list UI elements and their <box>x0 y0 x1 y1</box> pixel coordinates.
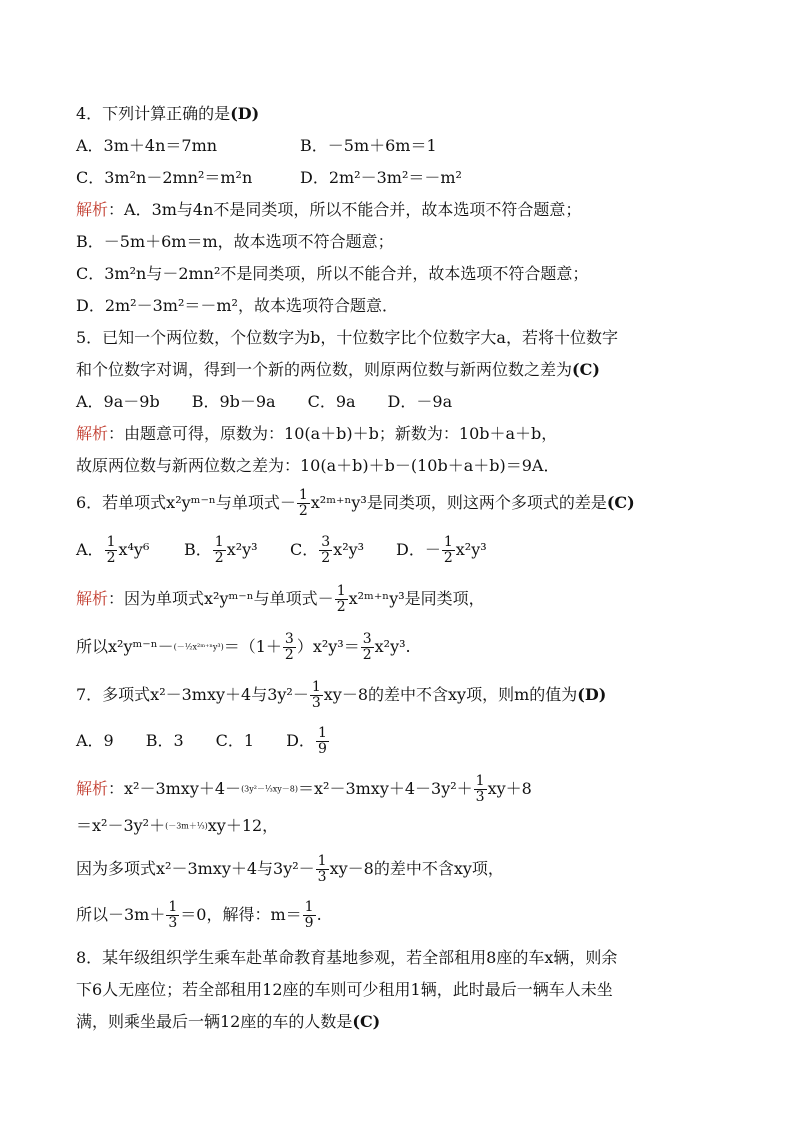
q4-analysis-2: B．－5m＋6m＝m，故本选项不符合题意； <box>76 232 394 251</box>
q8-stem-1: 8．某年级组织学生乘车赴革命教育基地参观，若全部租用8座的车x辆，则余 <box>76 948 618 967</box>
q4-analysis-4: D．2m²－3m²＝－m²，故本选项符合题意． <box>76 296 398 315</box>
q4-stem: 4．下列计算正确的是(D) <box>76 104 260 123</box>
q7-analysis-2: ＝x²－3y²＋(－3m＋⅓)xy＋12， <box>76 816 279 835</box>
q7-analysis-3: 因为多项式x²－3mxy＋4与3y²－ $\frac{1}{3}$ xy－8的差中不含xy项， <box>76 853 504 885</box>
q4-analysis-3: C．3m²n与－2mn²不是同类项，所以不能合并，故本选项不符合题意； <box>76 264 589 283</box>
q6-stem: 6．若单项式x²yᵐ⁻ⁿ与单项式－ $\frac{1}{2}$ x²ᵐ⁺ⁿy³是同类项，则这两个多项式的差是(C) <box>76 487 635 519</box>
q5-analysis-1: 解析：由题意可得，原数为：10(a＋b)＋b；新数为：10b＋a＋b， <box>76 424 558 443</box>
q6-analysis-1: 解析：因为单项式x²yᵐ⁻ⁿ与单项式－ $\frac{1}{2}$ x²ᵐ⁺ⁿy³是同类项， <box>76 583 485 615</box>
q5-options: A．9a－9b B．9b－9a C．9a D．－9a <box>76 392 453 411</box>
q7-analysis-1: 解析：x²－3mxy＋4－(3y²－⅓xy－8)＝x²－3mxy＋4－3y²＋ $\frac{1}{3}$ xy＋8 <box>76 773 532 805</box>
q6-options: A． $\frac{1}{2}$ x⁴y⁶ B． $\frac{1}{2}$ x²y³ C． $\frac{3}{2}$ x²y³ D．－ $\frac{1}{2}$ x²y³ <box>76 534 487 566</box>
q4-options-cd: C．3m²n－2mn²＝m²n D．2m²－3m²＝－m² <box>76 168 462 187</box>
q5-analysis-2: 故原两位数与新两位数之差为：10(a＋b)＋b－(10b＋a＋b)＝9A． <box>76 456 560 475</box>
q8-stem-2: 下6人无座位；若全部租用12座的车则可少租用1辆，此时最后一辆车人未坐 <box>76 980 613 999</box>
q4-options-ab: A．3m＋4n＝7mn B．－5m＋6m＝1 <box>76 136 437 155</box>
q4-analysis-1: 解析：A．3m与4n不是同类项，所以不能合并，故本选项不符合题意； <box>76 200 582 219</box>
q7-stem: 7．多项式x²－3mxy＋4与3y²－ $\frac{1}{3}$ xy－8的差中不含xy项，则m的值为(D) <box>76 679 607 711</box>
q5-stem-2: 和个位数字对调，得到一个新的两位数，则原两位数与新两位数之差为(C) <box>76 360 600 379</box>
q8-stem-3: 满，则乘坐最后一辆12座的车的人数是(C) <box>76 1012 381 1031</box>
q6-analysis-2: 所以x²yᵐ⁻ⁿ－(－½x²ᵐ⁺ⁿy³)＝（1＋ $\frac{3}{2}$ ）x²y³＝ $\frac{3}{2}$ x²y³. <box>76 631 411 663</box>
q5-stem-1: 5．已知一个两位数，个位数字为b，十位数字比个位数字大a，若将十位数字 <box>76 328 618 347</box>
q7-options: A．9 B．3 C．1 D． $\frac{1}{9}$ <box>76 725 327 757</box>
q7-analysis-4: 所以－3m＋ $\frac{1}{3}$ ＝0，解得：m＝ $\frac{1}{9}$ . <box>76 899 322 931</box>
fraction-half: $\frac{1}{2}$ <box>298 487 308 519</box>
